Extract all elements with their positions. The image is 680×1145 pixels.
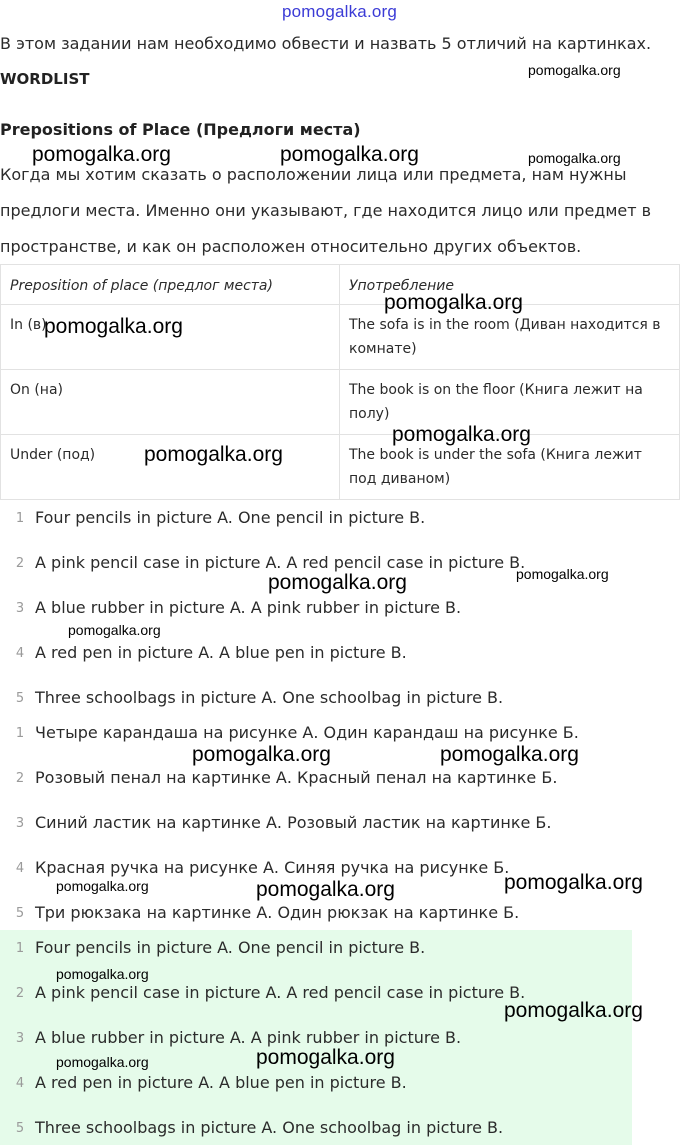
- watermark: pomogalka.org: [504, 871, 643, 894]
- watermark: pomogalka.org: [32, 143, 171, 166]
- list-text: Three schoolbags in picture A. One schoolbag in picture B.: [35, 688, 504, 707]
- watermark: pomogalka.org: [384, 291, 523, 314]
- paragraph-line-2: предлоги места. Именно они указывают, где находится лицо или предмет в: [0, 201, 652, 220]
- list-text: A pink pencil case in picture A. A red pencil case in picture B.: [35, 983, 526, 1002]
- list-text: Three schoolbags in picture A. One schoolbag in picture B.: [35, 1118, 504, 1137]
- site-header-link[interactable]: pomogalka.org: [282, 2, 398, 21]
- watermark: pomogalka.org: [144, 443, 283, 466]
- list-text: A blue rubber in picture A. A pink rubber in picture B.: [35, 598, 462, 617]
- list-number: 1: [15, 941, 25, 956]
- paragraph-line-3: пространстве, и как он расположен относительно других объектов.: [0, 237, 582, 256]
- table-header-usage: Употребление: [340, 265, 680, 305]
- table-cell-preposition: On (на): [1, 370, 340, 435]
- list-text: Синий ластик на картинке А. Розовый ластик на картинке Б.: [35, 813, 552, 832]
- table-row: [1, 435, 680, 500]
- watermark: pomogalka.org: [440, 743, 579, 766]
- watermark: pomogalka.org: [56, 1054, 149, 1070]
- list-number: 5: [15, 1121, 25, 1136]
- list-text: A red pen in picture A. A blue pen in picture B.: [35, 643, 407, 662]
- list-text: Розовый пенал на картинке А. Красный пенал на картинке Б.: [35, 768, 558, 787]
- list-number: 5: [15, 691, 25, 706]
- list-number: 2: [15, 986, 25, 1001]
- table-cell-usage: The book is on the floor (Книга лежит на полу): [340, 370, 680, 435]
- watermark: pomogalka.org: [268, 571, 407, 594]
- table-cell-preposition: In (в): [1, 305, 340, 370]
- watermark: pomogalka.org: [392, 423, 531, 446]
- watermark: pomogalka.org: [56, 966, 149, 982]
- list-text: Four pencils in picture A. One pencil in picture B.: [35, 938, 426, 957]
- list-text: Красная ручка на рисунке А. Синяя ручка на рисунке Б.: [35, 858, 510, 877]
- watermark: pomogalka.org: [528, 62, 621, 78]
- list-number: 4: [15, 646, 25, 661]
- wordlist-heading: WORDLIST: [0, 70, 90, 88]
- table-cell-usage: The book is under the sofa (Книга лежит под диваном): [340, 435, 680, 500]
- intro-text: В этом задании нам необходимо обвести и назвать 5 отличий на картинках.: [0, 34, 652, 53]
- watermark: pomogalka.org: [56, 878, 149, 894]
- list-text: Four pencils in picture A. One pencil in picture B.: [35, 508, 426, 527]
- prepositions-table: [0, 264, 680, 500]
- table-cell-preposition: Under (под): [1, 435, 340, 500]
- watermark: pomogalka.org: [256, 1046, 395, 1069]
- list-number: 3: [15, 1031, 25, 1046]
- list-text: A red pen in picture A. A blue pen in picture B.: [35, 1073, 407, 1092]
- watermark: pomogalka.org: [516, 566, 609, 582]
- list-text: A blue rubber in picture A. A pink rubber in picture B.: [35, 1028, 462, 1047]
- watermark: pomogalka.org: [256, 878, 395, 901]
- list-text: Три рюкзака на картинке А. Один рюкзак на картинке Б.: [35, 903, 520, 922]
- table-header-preposition: Preposition of place (предлог места): [1, 265, 340, 305]
- list-text: A pink pencil case in picture A. A red pencil case in picture B.: [35, 553, 526, 572]
- table-cell-usage: The sofa is in the room (Диван находится в комнате): [340, 305, 680, 370]
- list-number: 4: [15, 1076, 25, 1091]
- list-number: 3: [15, 816, 25, 831]
- list-number: 3: [15, 601, 25, 616]
- list-number: 2: [15, 771, 25, 786]
- list-number: 2: [15, 556, 25, 571]
- watermark: pomogalka.org: [44, 315, 183, 338]
- list-number: 1: [15, 511, 25, 526]
- table-header-row: [1, 265, 680, 305]
- watermark: pomogalka.org: [280, 143, 419, 166]
- watermark: pomogalka.org: [68, 622, 161, 638]
- paragraph-line-1: Когда мы хотим сказать о расположении лица или предмета, нам нужны: [0, 165, 627, 184]
- watermark: pomogalka.org: [504, 999, 643, 1022]
- list-number: 4: [15, 861, 25, 876]
- list-number: 1: [15, 726, 25, 741]
- watermark: pomogalka.org: [192, 743, 331, 766]
- table-row: [1, 370, 680, 435]
- list-number: 5: [15, 906, 25, 921]
- watermark: pomogalka.org: [528, 150, 621, 166]
- list-text: Четыре карандаша на рисунке А. Один карандаш на рисунке Б.: [35, 723, 579, 742]
- section-title: Prepositions of Place (Предлоги места): [0, 120, 361, 139]
